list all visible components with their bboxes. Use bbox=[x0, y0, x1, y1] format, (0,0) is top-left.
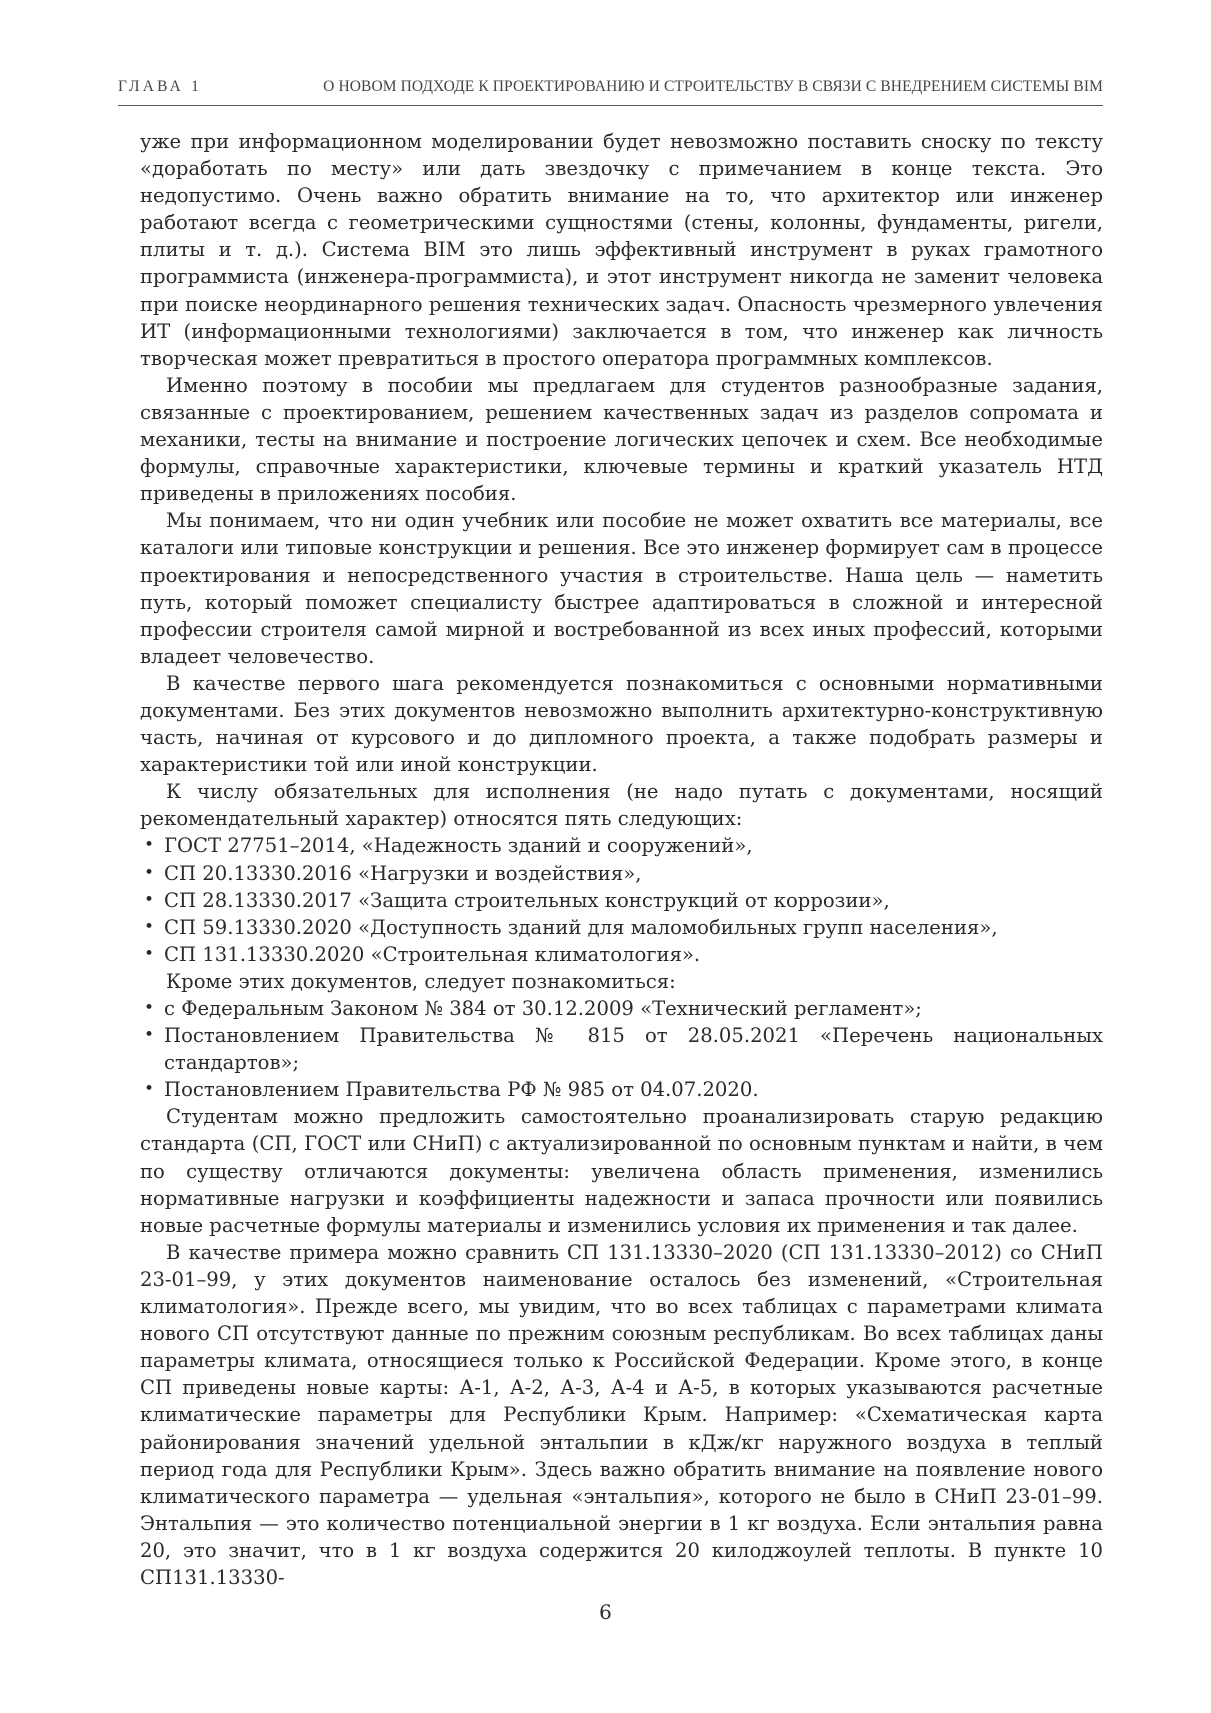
bullet-icon: • bbox=[144, 862, 155, 883]
chapter-label: ГЛАВА 1 bbox=[118, 78, 203, 95]
bullet-icon: • bbox=[144, 998, 155, 1018]
bullet-icon: • bbox=[144, 1025, 155, 1046]
paragraph-1: уже при информационном моделировании будет невозможно поставить сноску по тексту «доработать по месту» или дать звездочку с примечанием в конце текста. Это недопустимо. Очень важно обратить внимание на то, что архитектор или инженер работают всегда с геометрическими сущностями (стены, колонны, фундаменты, ригели, плиты и т. д.). Система BIM это лишь эффективный инструмент в руках грамотного программиста (инженера-программиста), и этот инструмент никогда не заменит человека при поиске неординарного решения технических задач. Опасность чрезмерного увлечения ИТ (информационными технологиями) заключается в том, что инженер как личность творческая может превратиться в простого оператора программных комплексов. bbox=[140, 130, 1103, 370]
paragraph-2: Именно поэтому в пособии мы предлагаем для студентов разнообразные задания, связанные с проектированием, решением качественных задач из разделов сопромата и механики, тесты на внимание и построение логических цепочек и схем. Все необходимые формулы, справочные характеристики, ключевые термины и краткий указатель НТД приведены в приложениях пособия. bbox=[140, 373, 1103, 506]
list-item-text: с Федеральным Законом № 384 от 30.12.2009 «Технический регламент»; bbox=[164, 997, 922, 1020]
list-item-text: ГОСТ 27751–2014, «Надежность зданий и сооружений», bbox=[164, 834, 753, 858]
list-item-text: Постановлением Правительства РФ № 985 от 04.07.2020. bbox=[164, 1078, 759, 1102]
paragraph-3: Мы понимаем, что ни один учебник или пособие не может охватить все материалы, все каталоги или типовые конструкции и решения. Все это инженер формирует сам в процессе проектирования и непосредственного участия в строительстве. Наша цель — наметить путь, который поможет специалисту быстрее адаптироваться в сложной и интересной профессии строителя самой мирной и востребованной из всех иных профессий, которыми владеет человечество. bbox=[140, 509, 1103, 668]
list-item bbox=[140, 1076, 1103, 1103]
page-number: 6 bbox=[599, 1600, 612, 1624]
list-item bbox=[140, 995, 1103, 1022]
paragraph-8: В качестве примера можно сравнить СП 131.13330–2020 (СП 131.13330–2012) со СНиП 23-01–99, у этих документов наименование осталось без изменений, «Строительная климатология». Прежде всего, мы увидим, что во всех таблицах с параметрами климата нового СП отсутствуют данные по прежним союзным республикам. Во всех таблицах даны параметры климата, относящиеся только к Российской Федерации. Кроме этого, в конце СП приведены новые карты: А-1, А-2, А-3, А-4 и А-5, в которых указываются расчетные климатические параметры для Республики Крым. Например: «Схематическая карта районирования значений удельной энтальпии в кДж/кг наружного воздуха в теплый период года для Республики Крым». Здесь важно обратить внимание на появление нового климатического параметра — удельная «энтальпия», которого не было в СНиП 23-01–99. Энтальпия — это количество потенциальной энергии в 1 кг воздуха. Если энтальпия равна 20, это значит, что в 1 кг воздуха содержится 20 килоджоулей теплоты. В пункте 10 СП131.13330- bbox=[140, 1240, 1103, 1589]
list-item-text: СП 20.13330.2016 «Нагрузки и воздействия», bbox=[164, 861, 642, 885]
list-item bbox=[140, 941, 1103, 968]
list-item-text: Постановлением Правительства № 815 от 28.05.2021 «Перечень национальных стандартов»; bbox=[164, 1024, 1103, 1075]
bullet-icon: • bbox=[144, 1079, 155, 1100]
paragraph-4: В качестве первого шага рекомендуется познакомиться с основными нормативными документами. Без этих документов невозможно выполнить архитектурно-конструктивную часть, начиная от курсового и до дипломного проекта, а также подобрать размеры и характеристики той или иной конструкции. bbox=[140, 671, 1103, 777]
list-item-text: СП 59.13330.2020 «Доступность зданий для маломобильных групп населения», bbox=[164, 915, 998, 939]
paragraph-5: К числу обязательных для исполнения (не надо путать с документами, носящий рекомендательный характер) относятся пять следующих: bbox=[140, 780, 1103, 831]
list-item bbox=[140, 860, 1103, 887]
bullet-icon: • bbox=[144, 916, 155, 937]
list-item bbox=[140, 1022, 1103, 1076]
bullet-icon: • bbox=[144, 943, 155, 964]
list-item bbox=[140, 914, 1103, 941]
list-item bbox=[140, 832, 1103, 859]
list-item bbox=[140, 887, 1103, 914]
list-item-text: СП 131.13330.2020 «Строительная климатология». bbox=[164, 942, 701, 966]
paragraph-6: Кроме этих документов, следует познакомиться: bbox=[166, 969, 676, 993]
main-text bbox=[140, 128, 1103, 1591]
list-item-text: СП 28.13330.2017 «Защита строительных конструкций от коррозии», bbox=[164, 888, 890, 912]
additional-documents-list bbox=[140, 995, 1103, 1103]
header-rule bbox=[118, 105, 1103, 106]
mandatory-documents-list bbox=[140, 832, 1103, 967]
bullet-icon: • bbox=[144, 835, 155, 856]
paragraph-7: Студентам можно предложить самостоятельно проанализировать старую редакцию стандарта (СП, ГОСТ или СНиП) с актуализированной по основным пунктам и найти, в чем по существу отличаются документы: увеличена область применения, изменились нормативные нагрузки и коэффициенты надежности и запаса прочности или появились новые расчетные формулы материалы и изменились условия их применения и так далее. bbox=[140, 1105, 1103, 1237]
bullet-icon: • bbox=[144, 889, 155, 910]
chapter-title: О НОВОМ ПОДХОДЕ К ПРОЕКТИРОВАНИЮ И СТРОИТЕЛЬСТВУ В СВЯЗИ С ВНЕДРЕНИЕМ СИСТЕМЫ BIM bbox=[323, 78, 1103, 95]
